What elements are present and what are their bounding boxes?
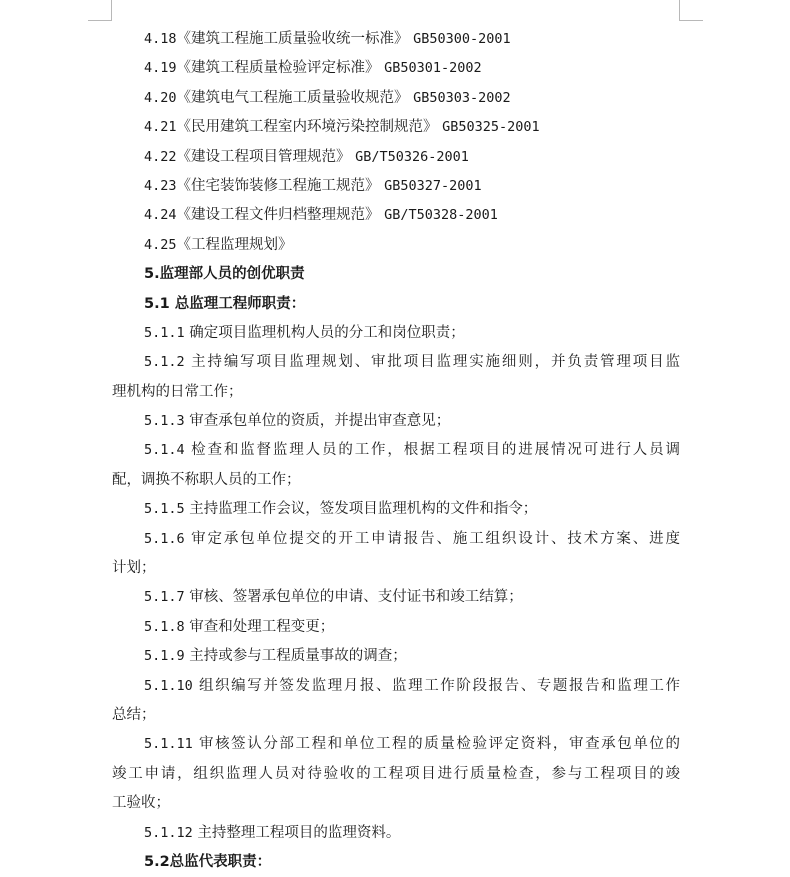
- standard-code: GB50301-2002: [384, 60, 482, 77]
- standard-code: GB/T50326-2001: [355, 148, 469, 165]
- duty-number: 5.1.11: [144, 736, 193, 753]
- duty-text: 工验收；: [112, 795, 170, 812]
- standard-item: [112, 201, 680, 230]
- duty-item-line: [112, 672, 680, 701]
- duty-text: 审查承包单位的资质，并提出审查意见；: [189, 413, 451, 430]
- duty-text: 审定承包单位提交的开工申请报告、施工组织设计、技术方案、进度: [191, 530, 680, 547]
- duty-number: 5.1.6: [144, 530, 185, 547]
- standard-number: 4.25: [144, 236, 177, 253]
- duty-number: 5.1.12: [144, 824, 193, 841]
- duty-number: 5.1.3: [144, 413, 185, 430]
- duty-item-line: [112, 819, 680, 848]
- duty-text: 总结；: [112, 706, 156, 723]
- standard-item: [112, 231, 680, 260]
- duty-number: 5.1.4: [144, 442, 185, 459]
- duty-number: 5.1.8: [144, 618, 185, 635]
- standard-code: GB50300-2001: [413, 31, 511, 47]
- duty-number: 5.1.1: [144, 324, 185, 341]
- duty-item-line: [112, 642, 680, 671]
- standard-title: 《建设工程文件归档整理规范》: [176, 207, 380, 224]
- standard-number: 4.19: [144, 60, 177, 77]
- standard-code: GB50325-2001: [442, 119, 540, 136]
- standard-code: GB/T50328-2001: [384, 207, 498, 224]
- section-heading: 5.监理部人员的创优职责: [144, 266, 305, 283]
- standards-list: [112, 25, 680, 260]
- standard-item: [112, 113, 680, 142]
- duty-item-line: [112, 378, 680, 407]
- duty-item-line: [112, 760, 680, 789]
- duty-text: 审核签认分部工程和单位工程的质量检验评定资料，审查承包单位的: [198, 736, 681, 753]
- standard-item: [112, 172, 680, 201]
- duty-item-line: [112, 613, 680, 642]
- duty-item-line: [112, 319, 680, 348]
- crop-mark-top-right-v: [679, 0, 680, 20]
- duty-text: 审查和处理工程变更；: [189, 618, 335, 635]
- standard-title: 《工程监理规划》: [176, 236, 293, 253]
- duty-item-line: [112, 789, 680, 818]
- document-page: [112, 25, 680, 877]
- standard-title: 《建筑工程质量检验评定标准》: [176, 60, 380, 77]
- standard-code: GB50327-2001: [384, 177, 482, 194]
- duty-item-line: [112, 407, 680, 436]
- standard-item: [112, 25, 680, 54]
- duty-text: 主持编写项目监理规划、审批项目监理实施细则，并负责管理项目监: [191, 354, 680, 371]
- standard-title: 《建筑电气工程施工质量验收规范》: [176, 89, 409, 106]
- duty-text: 检查和监督监理人员的工作，根据工程项目的进展情况可进行人员调: [191, 442, 680, 459]
- duty-text: 主持整理工程项目的监理资料。: [197, 824, 401, 841]
- standard-item: [112, 84, 680, 113]
- duty-text: 审核、签署承包单位的申请、支付证书和竣工结算；: [189, 589, 523, 606]
- standard-title: 《建筑工程施工质量验收统一标准》: [176, 31, 409, 47]
- crop-mark-top-left-h: [88, 20, 112, 21]
- subsection-heading: 5.1 总监理工程师职责：: [144, 295, 306, 312]
- duty-text: 组织编写并签发监理月报、监理工作阶段报告、专题报告和监理工作: [198, 677, 681, 694]
- standard-number: 4.22: [144, 148, 177, 165]
- duty-item-line: [112, 348, 680, 377]
- standard-number: 4.21: [144, 119, 177, 136]
- duty-item-line: [112, 701, 680, 730]
- duty-number: 5.1.2: [144, 354, 185, 371]
- duty-number: 5.1.7: [144, 589, 185, 606]
- standard-number: 4.18: [144, 31, 177, 47]
- duty-item-line: [112, 525, 680, 554]
- standard-number: 4.24: [144, 207, 177, 224]
- crop-mark-top-left-v: [111, 0, 112, 20]
- duty-item-line: [112, 436, 680, 465]
- standard-title: 《建设工程项目管理规范》: [176, 148, 351, 165]
- duty-text: 主持或参与工程质量事故的调查；: [189, 648, 407, 665]
- duty-text: 计划；: [112, 560, 156, 577]
- duty-item-line: [112, 495, 680, 524]
- standard-number: 4.20: [144, 89, 177, 106]
- duty-item-line: [112, 554, 680, 583]
- duty-number: 5.1.9: [144, 648, 185, 665]
- duty-text: 理机构的日常工作；: [112, 383, 243, 400]
- standard-title: 《住宅装饰装修工程施工规范》: [176, 177, 380, 194]
- standard-number: 4.23: [144, 177, 177, 194]
- crop-mark-top-right-h: [679, 20, 703, 21]
- standard-title: 《民用建筑工程室内环境污染控制规范》: [176, 119, 438, 136]
- duty-text: 配，调换不称职人员的工作；: [112, 471, 301, 488]
- duty-number: 5.1.5: [144, 501, 185, 518]
- duty-text: 竣工申请，组织监理人员对待验收的工程项目进行质量检查，参与工程项目的竣: [112, 765, 680, 782]
- duty-list: [112, 319, 680, 848]
- duty-item-line: [112, 583, 680, 612]
- standard-code: GB50303-2002: [413, 89, 511, 106]
- standard-item: [112, 143, 680, 172]
- duty-text: 主持监理工作会议，签发项目监理机构的文件和指令；: [189, 501, 538, 518]
- duty-item-line: [112, 730, 680, 759]
- duty-item-line: [112, 466, 680, 495]
- standard-item: [112, 54, 680, 83]
- subsection-heading-2: 5.2总监代表职责：: [144, 853, 272, 870]
- duty-text: 确定项目监理机构人员的分工和岗位职责；: [189, 324, 465, 341]
- duty-number: 5.1.10: [144, 677, 193, 694]
